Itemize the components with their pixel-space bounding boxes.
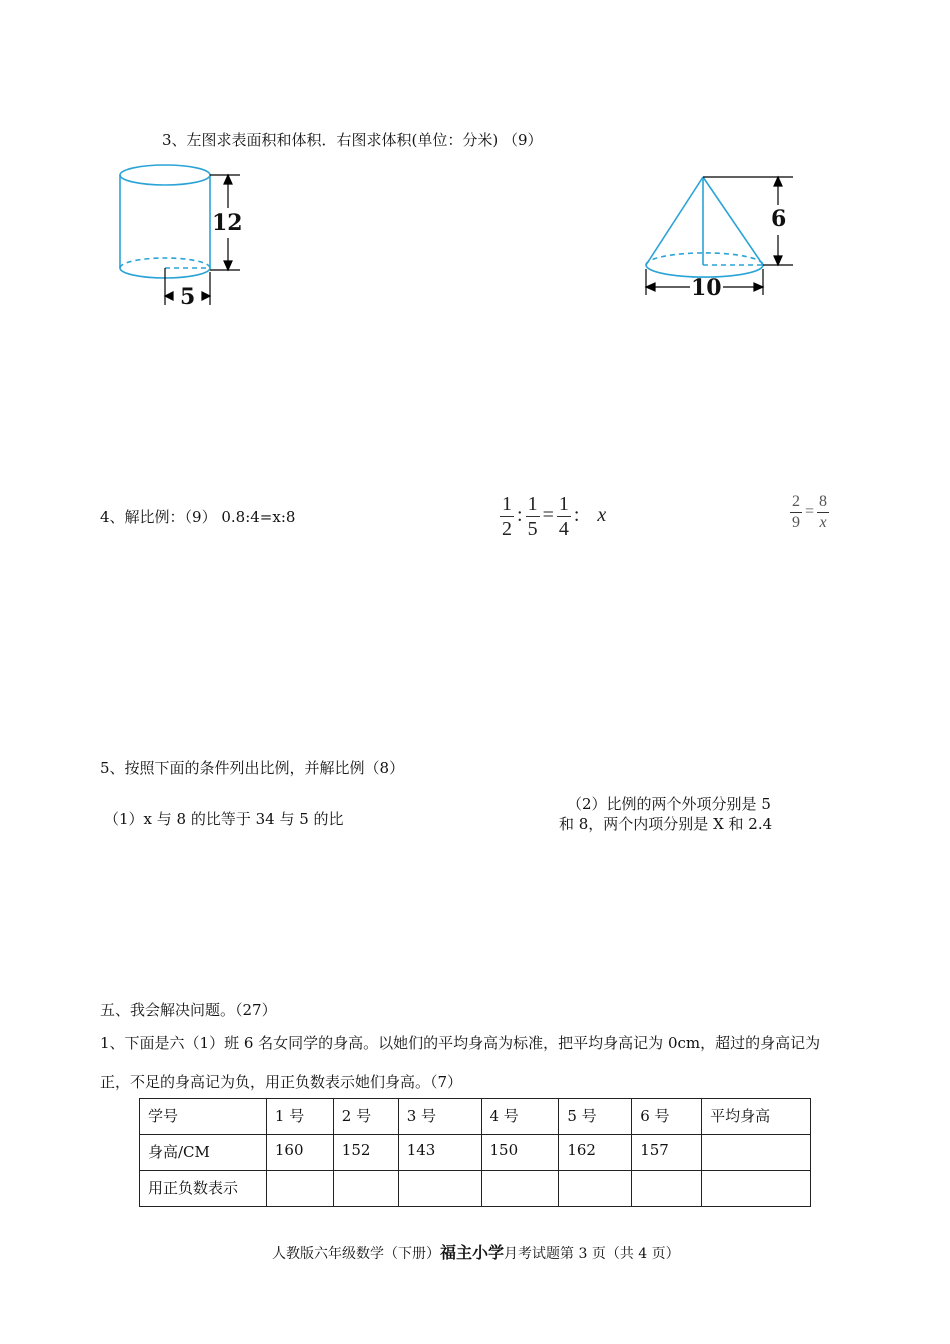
fraction: $\frac{1}{5}$ [527,493,538,540]
q4-equation-3: $\frac{2}{9}$ = $\frac{8}{x}$ [792,493,828,531]
row-label: 身高/CM [140,1135,267,1171]
footer-prefix: 人教版六年级数学（下册） [272,1246,440,1262]
table-header-cell: 2 号 [333,1099,398,1135]
fraction: $\frac{1}{4}$ [558,493,569,540]
table-header-cell: 平均身高 [702,1099,811,1135]
q5-part1: （1）x 与 8 的比等于 34 与 5 的比 [104,810,344,828]
height-cell: 160 [266,1135,333,1171]
cone-figure [638,165,808,305]
table-header-cell: 6 号 [632,1099,702,1135]
cone-diameter-label: 10 [691,275,722,301]
row-label: 用正负数表示 [140,1171,267,1207]
section5-q1-line1: 1、下面是六（1）班 6 名女同学的身高。以她们的平均身高为标准，把平均身高记为 0cm，超过的身高记为 [100,1034,821,1052]
footer-suffix: 月考试题第 3 页（共 4 页） [504,1246,680,1262]
signed-cell[interactable] [481,1171,559,1207]
section5-q1-line2: 正，不足的身高记为负，用正负数表示她们身高。（7） [100,1073,463,1091]
table-row [140,1135,811,1171]
height-cell: 143 [398,1135,481,1171]
q5-title: 5、按照下面的条件列出比例，并解比例（8） [100,759,405,777]
signed-cell[interactable] [632,1171,702,1207]
signed-cell[interactable] [333,1171,398,1207]
signed-cell[interactable] [398,1171,481,1207]
q5-part2-line1: （2）比例的两个外项分别是 5 [567,795,771,813]
table-header-cell: 1 号 [266,1099,333,1135]
height-table [139,1098,811,1207]
footer-school: 福主小学 [440,1243,505,1262]
height-cell: 150 [481,1135,559,1171]
height-cell: 152 [333,1135,398,1171]
table-header-cell: 4 号 [481,1099,559,1135]
signed-cell[interactable] [702,1171,811,1207]
average-cell[interactable] [702,1135,811,1171]
q3-title: 3、左图求表面积和体积．右图求体积(单位：分米) （9） [162,131,543,149]
cone-height-label: 6 [771,206,787,232]
height-cell: 157 [632,1135,702,1171]
table-row [140,1171,811,1207]
cylinder-height-label: 12 [212,210,243,236]
signed-cell[interactable] [266,1171,333,1207]
table-header-cell: 5 号 [559,1099,632,1135]
table-header-cell: 学号 [140,1099,267,1135]
height-cell: 162 [559,1135,632,1171]
section5-title: 五、我会解决问题。（27） [100,1001,277,1019]
page-footer [272,1240,680,1263]
fraction: $\frac{8}{x}$ [819,493,828,531]
q5-part2-line2: 和 8，两个内项分别是 X 和 2.4 [559,815,773,833]
q4-label: 4、解比例：（9） 0.8:4=x:8 [100,508,296,526]
fraction: $\frac{1}{2}$ [502,493,512,540]
table-header-row [140,1099,811,1135]
cylinder-radius-label: 5 [180,284,196,310]
fraction: $\frac{2}{9}$ [792,493,800,531]
q4-equation-2: $\frac{1}{2}$ : $\frac{1}{5}$ = $\frac{1}{4}$ : x [502,493,607,540]
table-header-cell: 3 号 [398,1099,481,1135]
signed-cell[interactable] [559,1171,632,1207]
